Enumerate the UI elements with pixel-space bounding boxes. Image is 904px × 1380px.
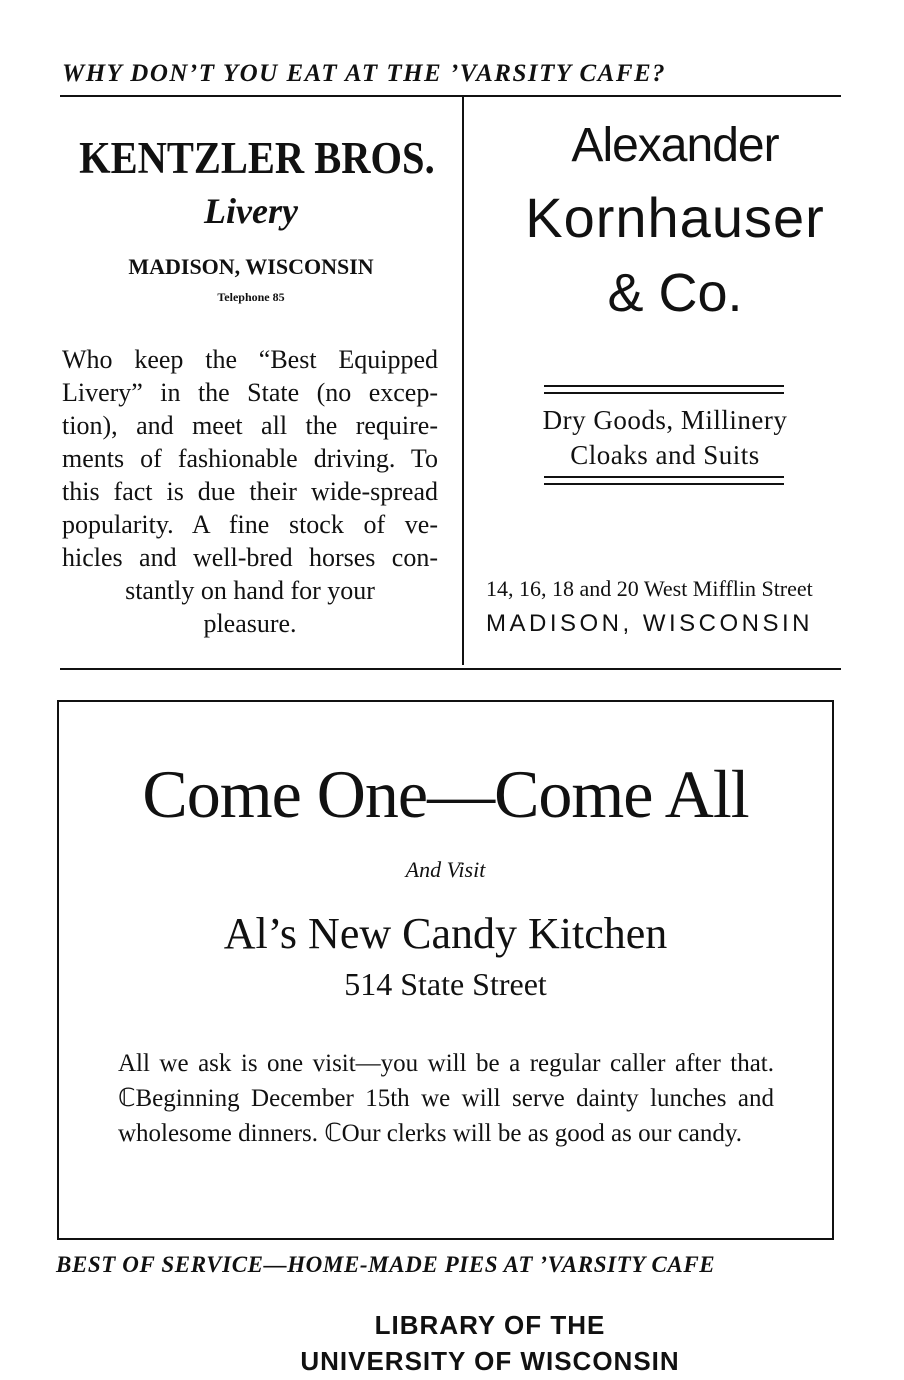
kentzler-body-line: pleasure. (203, 609, 297, 638)
kentzler-body-line: Who keep the “Best Equipped (62, 345, 438, 374)
candy-headline: Come One—Come All (142, 756, 749, 832)
kornhauser-goods-line2: Cloaks and Suits (570, 440, 760, 470)
kornhauser-line1: Alexander (571, 119, 779, 172)
kornhauser-line2: Kornhauser (525, 186, 825, 249)
bottom-banner: BEST OF SERVICE—HOME-MADE PIES AT ’VARSITY CAFE (56, 1252, 716, 1277)
kentzler-telephone: Telephone 85 (217, 290, 285, 304)
double-rule-bottom-b (544, 483, 784, 485)
candy-name: Al’s New Candy Kitchen (223, 909, 668, 958)
column-divider (462, 97, 464, 665)
kentzler-subtitle: Livery (204, 191, 298, 231)
candy-body-text: All we ask is one visit—you will be a regular caller after that. ℂBeginning December 15th we will serve dainty lunches and wholesome dinners. ℂOur clerks will be as good as our candy. (118, 1050, 774, 1147)
double-rule-bottom-a (544, 476, 784, 478)
candy-visit: And Visit (405, 857, 486, 882)
double-rule-top-a (544, 385, 784, 387)
kentzler-body-line: stantly on hand for your (125, 576, 375, 605)
kornhauser-goods-line1: Dry Goods, Millinery (542, 405, 788, 435)
kentzler-title: KENTZLER BROS. (79, 133, 435, 183)
candy-body (118, 1046, 774, 1151)
candy-street: 514 State Street (344, 966, 547, 1002)
kentzler-body-line: ments of fashionable driving. To (62, 444, 438, 473)
kentzler-body-line: this fact is due their wide-spread (62, 477, 438, 506)
kentzler-body (62, 343, 438, 640)
top-banner: WHY DON’T YOU EAT AT THE ’VARSITY CAFE? (62, 60, 667, 87)
kornhauser-address: 14, 16, 18 and 20 West Mifflin Street (486, 576, 813, 601)
kornhauser-goods (470, 403, 860, 473)
middle-rule (60, 668, 841, 670)
kornhauser-line3: & Co. (607, 263, 743, 323)
kentzler-body-line: popularity. A fine stock of ve- (62, 510, 438, 539)
library-stamp-line2: UNIVERSITY OF WISCONSIN (300, 1346, 680, 1376)
kentzler-body-line: tion), and meet all the require- (62, 411, 438, 440)
kornhauser-city: MADISON, WISCONSIN (486, 610, 814, 637)
kentzler-body-line: hicles and well-bred horses con- (62, 543, 438, 572)
kentzler-city: MADISON, WISCONSIN (128, 254, 374, 279)
double-rule-top-b (544, 392, 784, 394)
top-rule (60, 95, 841, 97)
library-stamp-line1: LIBRARY OF THE (374, 1310, 606, 1340)
kentzler-body-line: Livery” in the State (no excep- (62, 378, 438, 407)
